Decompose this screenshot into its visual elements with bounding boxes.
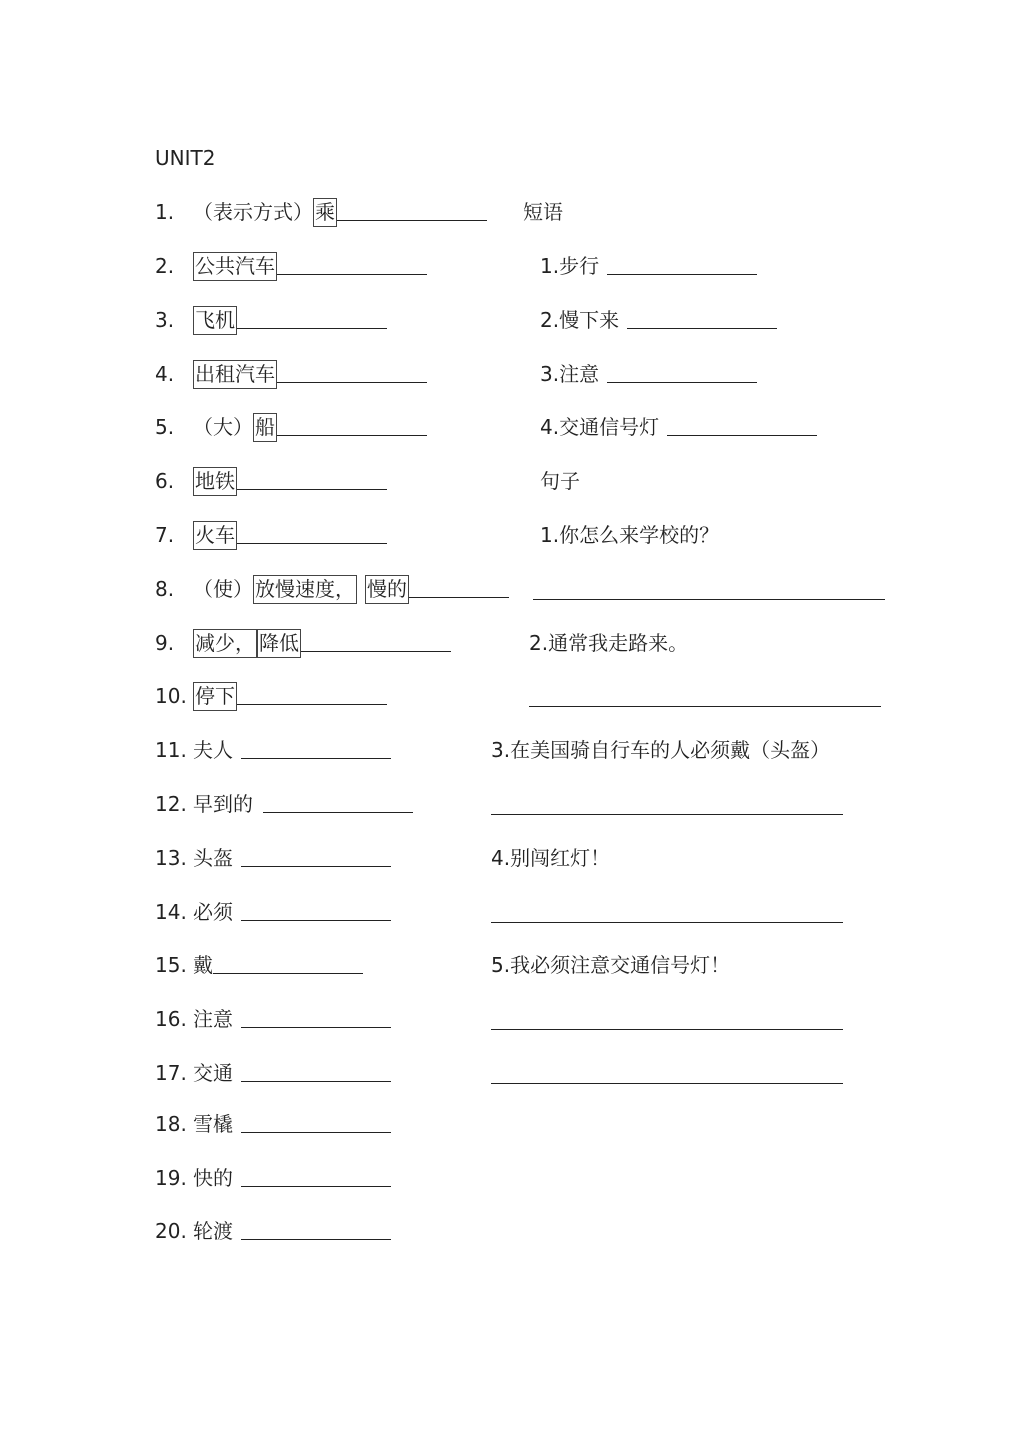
vocab-box: 地铁: [193, 467, 237, 496]
sentence-answer-line[interactable]: [491, 814, 843, 815]
sentence-3: 3.在美国骑自行车的人必须戴（头盔）: [491, 738, 831, 762]
vocab-item-14: 14. 必须: [155, 898, 391, 926]
vocab-item-1: 1. （表示方式） 乘: [155, 198, 487, 226]
answer-blank[interactable]: [237, 467, 387, 490]
vocab-box: 减少，: [193, 629, 257, 658]
answer-blank[interactable]: [241, 1059, 391, 1082]
vocab-box: 停下: [193, 682, 237, 711]
answer-blank[interactable]: [301, 629, 451, 652]
answer-blank[interactable]: [277, 252, 427, 275]
phrase-item-1: 1.步行: [540, 252, 757, 280]
sentence-answer-line[interactable]: [529, 706, 881, 707]
vocab-item-12: 12. 早到的: [155, 790, 413, 818]
sentence-answer-line[interactable]: [491, 1029, 843, 1030]
answer-blank[interactable]: [277, 413, 427, 436]
vocab-item-16: 16. 注意: [155, 1005, 391, 1033]
answer-blank[interactable]: [241, 736, 391, 759]
sentence-4: 4.别闯红灯！: [491, 846, 611, 870]
vocab-box: 慢的: [365, 575, 409, 604]
answer-blank[interactable]: [241, 1110, 391, 1133]
answer-blank[interactable]: [607, 360, 757, 383]
vocab-box: 放慢速度，: [253, 575, 357, 604]
answer-blank[interactable]: [237, 682, 387, 705]
vocab-item-10: 10. 停下: [155, 682, 387, 710]
vocab-item-7: 7. 火车: [155, 521, 387, 549]
sentence-2: 2.通常我走路来。: [529, 631, 689, 655]
vocab-item-15: 15. 戴: [155, 951, 363, 979]
vocab-item-8: 8. （使） 放慢速度， 慢的: [155, 575, 509, 603]
answer-blank[interactable]: [213, 951, 363, 974]
vocab-item-3: 3. 飞机: [155, 306, 387, 334]
answer-blank[interactable]: [237, 306, 387, 329]
sentence-1: 1.你怎么来学校的？: [540, 523, 720, 547]
answer-blank[interactable]: [241, 898, 391, 921]
answer-blank[interactable]: [263, 790, 413, 813]
answer-blank[interactable]: [277, 360, 427, 383]
vocab-item-17: 17. 交通: [155, 1059, 391, 1087]
vocab-item-4: 4. 出租汽车: [155, 360, 427, 388]
sentence-answer-line[interactable]: [491, 922, 843, 923]
answer-blank[interactable]: [241, 1005, 391, 1028]
sentence-answer-line[interactable]: [491, 1083, 843, 1084]
sentence-5: 5.我必须注意交通信号灯！: [491, 953, 731, 977]
vocab-box: 降低: [257, 629, 301, 658]
answer-blank[interactable]: [241, 1164, 391, 1187]
answer-blank[interactable]: [237, 521, 387, 544]
answer-blank[interactable]: [241, 1217, 391, 1240]
vocab-item-19: 19. 快的: [155, 1164, 391, 1192]
phrases-heading: 短语: [523, 200, 563, 224]
phrase-item-3: 3.注意: [540, 360, 757, 388]
phrase-item-4: 4.交通信号灯: [540, 413, 817, 441]
sentences-heading: 句子: [540, 469, 580, 493]
phrase-item-2: 2.慢下来: [540, 306, 777, 334]
vocab-item-11: 11. 夫人: [155, 736, 391, 764]
vocab-box: 乘: [313, 198, 337, 227]
vocab-item-2: 2. 公共汽车: [155, 252, 427, 280]
sentence-answer-line[interactable]: [533, 599, 885, 600]
vocab-item-18: 18. 雪橇: [155, 1110, 391, 1138]
answer-blank[interactable]: [409, 575, 509, 598]
vocab-box: 出租汽车: [193, 360, 277, 389]
vocab-item-9: 9. 减少， 降低: [155, 629, 451, 657]
vocab-box: 火车: [193, 521, 237, 550]
unit-title: UNIT2: [155, 146, 216, 170]
vocab-box: 公共汽车: [193, 252, 277, 281]
vocab-item-5: 5. （大） 船: [155, 413, 427, 441]
vocab-item-20: 20. 轮渡: [155, 1217, 391, 1245]
answer-blank[interactable]: [241, 844, 391, 867]
answer-blank[interactable]: [337, 198, 487, 221]
answer-blank[interactable]: [627, 306, 777, 329]
vocab-item-6: 6. 地铁: [155, 467, 387, 495]
answer-blank[interactable]: [667, 413, 817, 436]
answer-blank[interactable]: [607, 252, 757, 275]
vocab-box: 船: [253, 413, 277, 442]
vocab-item-13: 13. 头盔: [155, 844, 391, 872]
vocab-box: 飞机: [193, 306, 237, 335]
